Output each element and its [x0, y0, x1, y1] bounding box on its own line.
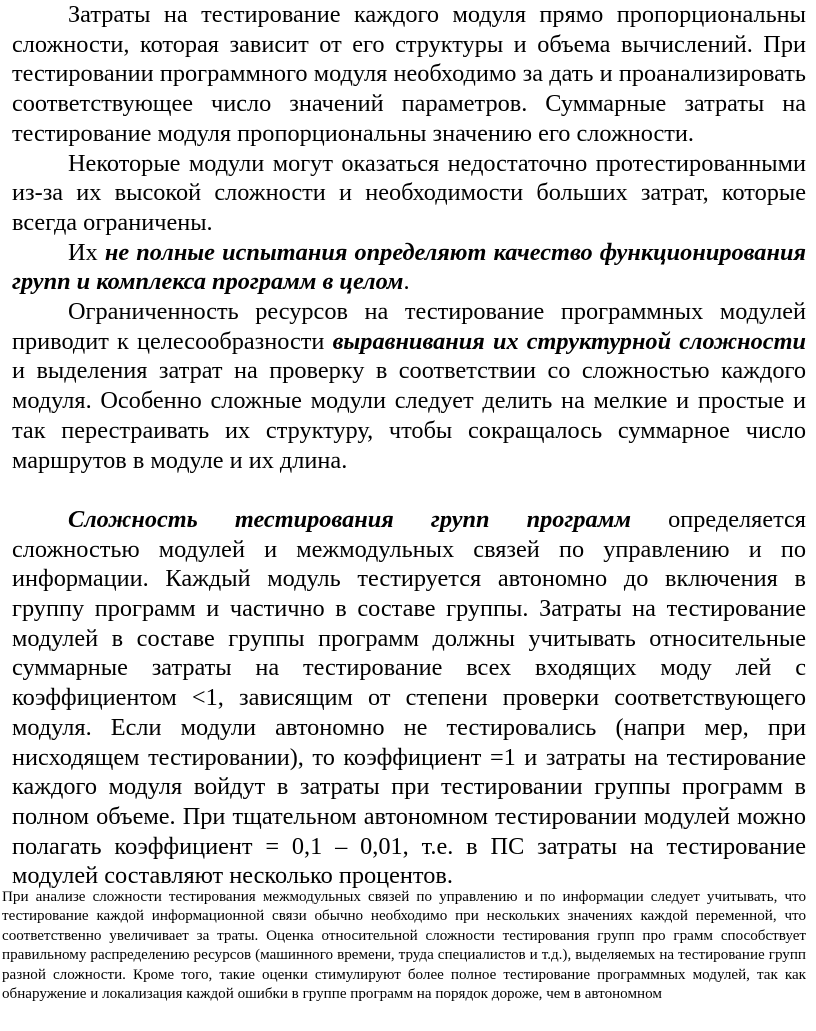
paragraph-5-emphasis: Сложность тестирования групп программ — [68, 505, 631, 533]
paragraph-3-emphasis: не полные испытания определяют качество функционирования групп и комплекса программ в целом — [12, 238, 806, 296]
paragraph-3-tail: . — [403, 268, 410, 296]
paragraph-3 — [12, 238, 806, 297]
main-text — [12, 0, 806, 891]
paragraph-4-emphasis: выравнивания их структурной сложности — [332, 327, 807, 355]
paragraph-5 — [12, 505, 806, 891]
paragraph-5-tail: определяется сложностью модулей и межмодульных связей по управлению и по информации. Каждый модуль тестируется автономно до включения в группу программ и частично в составе группы. Затраты на тестирование модулей в составе группы программ должны учитывать относительные суммарные затраты на тестирование всех входящих моду лей с коэффициентом <1, зависящим от степени проверки соответствующего модуля. Если модули автономно не тестировались (напри мер, при нисходящем тестировании), то коэффициент =1 и затраты на тестирование каждого модуля войдут в затраты при тестировании группы программ в полном объеме. При тщательном автономном тестировании модулей можно полагать коэффициент = 0,1 – 0,01, т.е. в ПС затраты на тестирование модулей составляют несколько процентов. — [12, 505, 806, 890]
paragraph-2: Некоторые модули могут оказаться недостаточно протестированными из-за их высокой сложности и необходимости больших затрат, которые всегда ограничены. — [12, 149, 806, 236]
small-paragraph: При анализе сложности тестирования межмодульных связей по управлению и по информации следует учитывать, что тестирование каждой информационной связи обычно необходимо при нескольких значениях каждой переменной, что соответственно увеличивает за траты. Оценка относительной сложности тестирования групп про грамм способствует правильному распределению ресурсов (машинного времени, труда специалистов и т.д.), выделяемых на тестирование групп разной сложности. Кроме того, такие оценки стимулируют более полное тестирование программных модулей, так как обнаружение и локализация каждой ошибки в группе программ на порядок дороже, чем в автономном — [2, 889, 806, 1003]
paragraph-3-lead: Их — [68, 238, 105, 266]
paragraph-4-lead: Ограниченность ресурсов на тестирование программных модулей приводит к целесообразности — [12, 298, 806, 355]
paragraph-4-tail: и выделения затрат на проверку в соответствии со сложностью каждого модуля. Особенно сложные модули следует делить на мелкие и простые и так перестраивать их структуру, чтобы сокращалось суммарное число маршрутов в модуле и их длина. — [12, 357, 806, 474]
paragraph-1: Затраты на тестирование каждого модуля прямо пропорциональны сложности, которая зависит от его структуры и объема вычислений. При тестировании программного модуля необходимо за дать и проанализировать соответствующее число значений параметров. Суммарные затраты на тестирование модуля пропорциональны значению его сложности. — [12, 1, 806, 147]
paragraph-4 — [12, 297, 806, 475]
small-text-block — [2, 888, 806, 1004]
